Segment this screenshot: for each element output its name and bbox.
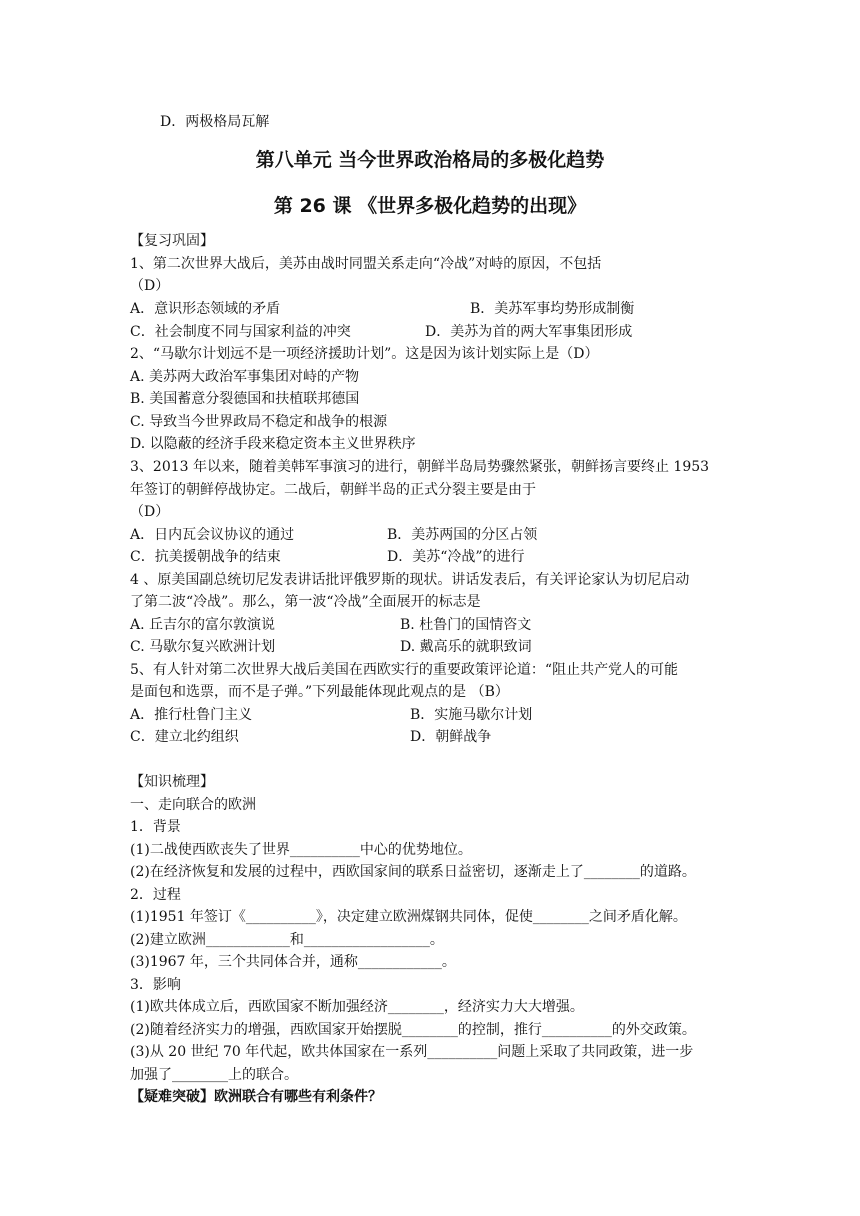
q3-answer: （D） (130, 504, 170, 520)
q5-stem-line2: 是面包和选票，而不是子弹。”下列最能体现此观点的是 （B） (130, 684, 509, 700)
q3-stem-line2: 年签订的朝鲜停战协定。二战后，朝鲜半岛的正式分裂主要是由于 (130, 482, 536, 498)
section-title-europe: 一、走向联合的欧洲 (130, 797, 256, 813)
q2-option-a: A. 美苏两大政治军事集团对峙的产物 (130, 369, 360, 385)
q3-option-a: A．日内瓦会议协议的通过 (130, 527, 295, 543)
q5-stem-line1: 5、有人针对第二次世界大战后美国在西欧实行的重要政策评论道：“阻止共产党人的可能 (130, 662, 679, 678)
q5-option-c: C．建立北约组织 (130, 729, 239, 745)
q5-option-a: A．推行杜鲁门主义 (130, 707, 253, 723)
process-item-1: (1)1951 年签订《__________》，决定建立欧洲煤钢共同体，促使________之间矛盾化解。 (130, 909, 687, 925)
q1-option-d: D．美苏为首的两大军事集团形成 (425, 324, 633, 340)
q2-stem: 2、“马歇尔计划远不是一项经济援助计划”。这是因为该计划实际上是（D） (130, 346, 599, 362)
q4-option-a: A. 丘吉尔的富尔敦演说 (130, 617, 276, 633)
q3-option-d: D．美苏“冷战”的进行 (387, 549, 525, 565)
process-item-2: (2)建立欧洲____________和__________________。 (130, 932, 444, 948)
q5-option-d: D．朝鲜战争 (410, 729, 492, 745)
q1-option-b: B．美苏军事均势形成制衡 (470, 301, 635, 317)
difficulty-section (130, 1087, 382, 1107)
q2-option-b: B. 美国蓄意分裂德国和扶植联邦德国 (130, 391, 360, 407)
q1-option-c: C．社会制度不同与国家利益的冲突 (130, 324, 351, 340)
q1-stem: 1、第二次世界大战后，美苏由战时同盟关系走向“冷战”对峙的原因，不包括 (130, 256, 602, 272)
q4-option-c: C. 马歇尔复兴欧洲计划 (130, 639, 276, 655)
q4-option-b: B. 杜鲁门的国情咨文 (400, 617, 532, 633)
review-heading: 【复习巩固】 (130, 233, 214, 249)
q4-stem-line2: 了第二波“冷战”。那么，第一波“冷战”全面展开的标志是 (130, 594, 481, 610)
q4-option-d: D. 戴高乐的就职致词 (400, 639, 532, 655)
background-item-1: (1)二战使西欧丧失了世界__________中心的优势地位。 (130, 842, 472, 858)
impact-heading: 3．影响 (130, 977, 181, 993)
q2-option-d: D. 以隐蔽的经济手段来稳定资本主义世界秩序 (130, 436, 416, 452)
q4-stem-line1: 4 、原美国副总统切尼发表讲话批评俄罗斯的现状。讲话发表后，有关评论家认为切尼启动 (130, 572, 690, 588)
difficulty-heading: 【疑难突破】 (130, 1089, 214, 1105)
impact-item-3-line2: 加强了________上的联合。 (130, 1067, 298, 1083)
process-item-3: (3)1967 年，三个共同体合并，通称____________。 (130, 954, 456, 970)
q1-option-a: A．意识形态领域的矛盾 (130, 301, 281, 317)
q1-answer: （D） (130, 278, 170, 294)
process-heading: 2．过程 (130, 887, 181, 903)
q3-option-b: B．美苏两国的分区占领 (387, 527, 538, 543)
impact-item-2: (2)随着经济实力的增强，西欧国家开始摆脱________的控制，推行__________的外交政策。 (130, 1022, 696, 1038)
difficulty-question: 欧洲联合有哪些有利条件？ (214, 1089, 382, 1105)
q5-option-b: B．实施马歇尔计划 (410, 707, 533, 723)
lesson-title: 第 26 课 《世界多极化趋势的出现》 (273, 195, 587, 217)
q3-stem-line1: 3、2013 年以来，随着美韩军事演习的进行，朝鲜半岛局势骤然紧张，朝鲜扬言要终止 1953 (130, 459, 710, 475)
q2-option-c: C. 导致当今世界政局不稳定和战争的根源 (130, 414, 388, 430)
impact-item-3-line1: (3)从 20 世纪 70 年代起，欧共体国家在一系列__________问题上采取了共同政策，进一步 (130, 1044, 694, 1060)
unit-title: 第八单元 当今世界政治格局的多极化趋势 (255, 149, 605, 171)
knowledge-heading: 【知识梳理】 (130, 774, 214, 790)
background-item-2: (2)在经济恢复和发展的过程中，西欧国家间的联系日益密切，逐渐走上了________的道路。 (130, 864, 696, 880)
impact-item-1: (1)欧共体成立后，西欧国家不断加强经济________，经济实力大大增强。 (130, 999, 584, 1015)
q3-option-c: C．抗美援朝战争的结束 (130, 549, 281, 565)
previous-option-d: D．两极格局瓦解 (160, 114, 270, 130)
background-heading: 1．背景 (130, 819, 181, 835)
